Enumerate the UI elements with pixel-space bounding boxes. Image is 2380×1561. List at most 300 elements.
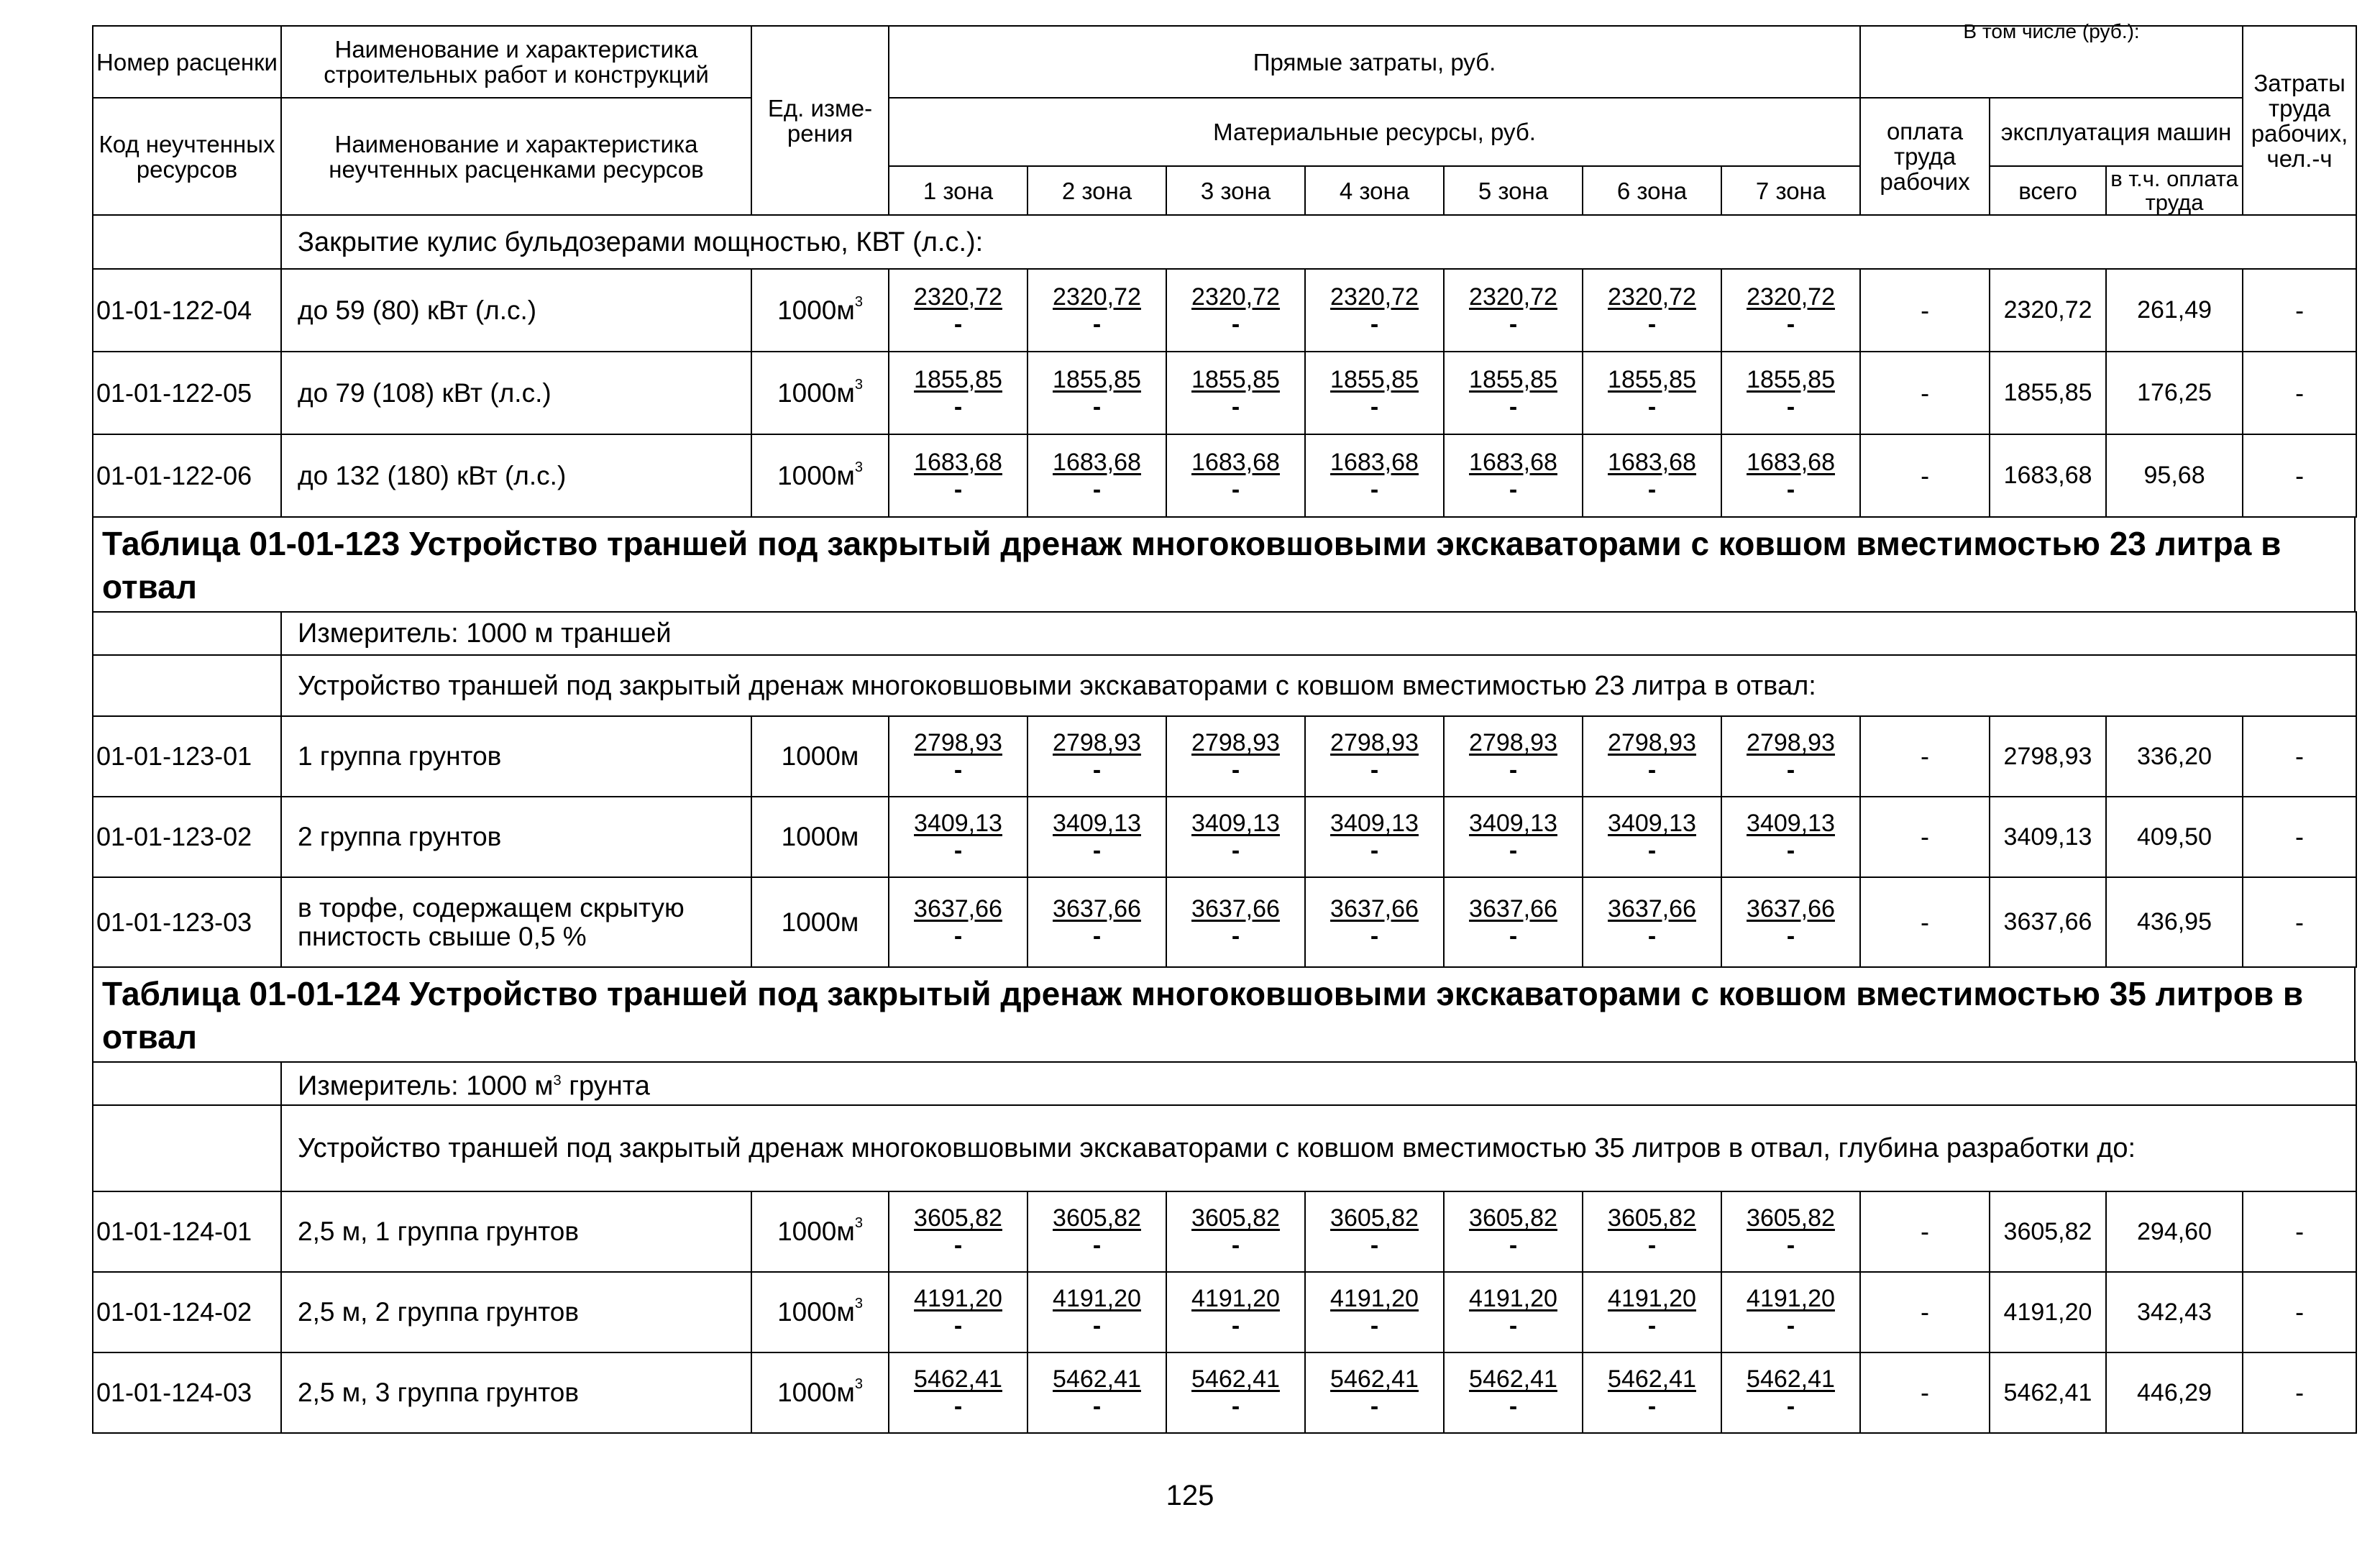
unit-sup: 3 [854,1215,863,1231]
table-124 [92,1061,2357,1434]
zone-value: 5462,41 [1747,1365,1835,1393]
zone-value: 1855,85 [1469,365,1557,393]
zone-value: 5462,41 [1608,1365,1696,1393]
zone-dash: - [1092,1312,1102,1340]
zone-2-cost [1027,1352,1166,1433]
zone-3-cost [1166,1272,1305,1352]
zone-2-cost [1027,877,1166,967]
machines-labor: 261,49 [2106,269,2243,352]
unit-text: 1000м [777,295,855,325]
zone-7-cost [1721,352,1860,434]
unit [751,1272,889,1352]
zone-5-cost [1444,352,1583,434]
zone-value: 3409,13 [1747,810,1835,837]
zone-5-cost [1444,1191,1583,1272]
machines-total: 3409,13 [1990,797,2106,877]
zone-dash: - [953,1232,963,1259]
header-machines-total: всего [1990,166,2106,215]
zone-value: 3409,13 [1191,810,1280,837]
zone-value: 3637,66 [1191,894,1280,923]
zone-7-cost [1721,269,1860,352]
zone-1-cost [889,716,1027,797]
zone-dash: - [1231,837,1240,864]
zone-dash: - [1370,475,1379,503]
zone-value: 2320,72 [1608,283,1696,311]
zone-dash: - [1370,310,1379,338]
table-row [93,434,2356,517]
zone-dash: - [1786,1232,1795,1259]
zone-dash: - [1370,756,1379,784]
unit [751,1352,889,1433]
table-row [93,1352,2356,1433]
zone-dash: - [1786,1393,1795,1420]
zone-2-cost [1027,434,1166,517]
zone-dash: - [1509,393,1518,421]
zone-dash: - [1509,756,1518,784]
zone-dash: - [1231,756,1240,784]
zone-dash: - [1509,922,1518,950]
table-row [93,352,2356,434]
block2-rows [93,716,2356,967]
zone-value: 2798,93 [1053,729,1141,756]
labor-cost: - [2243,877,2356,967]
zone-dash: - [1786,922,1795,950]
machines-labor: 342,43 [2106,1272,2243,1352]
zone-6-cost [1583,1191,1721,1272]
unit-sup: 3 [854,293,863,310]
section-spacer [93,1105,281,1191]
machines-total: 1683,68 [1990,434,2106,517]
zone-value: 4191,20 [1608,1285,1696,1312]
unit-text: 1000м [781,822,859,851]
machines-labor: 95,68 [2106,434,2243,517]
header-machines: эксплуатация машин [1990,98,2243,166]
zone-dash: - [1647,1393,1657,1420]
zone-dash: - [1647,1312,1657,1340]
table-row [93,797,2356,877]
zone-dash: - [953,475,963,503]
zone-dash: - [953,756,963,784]
zone-2-cost [1027,797,1166,877]
machines-total: 4191,20 [1990,1272,2106,1352]
labor-pay: - [1860,1352,1990,1433]
unit [751,877,889,967]
zone-value: 1683,68 [1747,448,1835,476]
zone-value: 5462,41 [1053,1365,1141,1393]
zone-dash: - [1786,475,1795,503]
zone-value: 3409,13 [1608,810,1696,837]
labor-pay: - [1860,1191,1990,1272]
zone-4-cost [1305,434,1444,517]
zone-dash: - [953,837,963,864]
unit [751,797,889,877]
zone-1-cost [889,877,1027,967]
section-heading: Устройство траншей под закрытый дренаж многоковшовыми экскаваторами с ковшом вместимостью 35 литров в отвал, глубина разработки до: [281,1105,2356,1191]
zone-value: 1683,68 [1469,448,1557,476]
zone-3-cost [1166,1352,1305,1433]
zone-value: 1855,85 [1330,365,1419,393]
zone-1-cost [889,1272,1027,1352]
header-direct-costs: Прямые затраты, руб. [889,26,1860,98]
zone-6-cost [1583,1272,1721,1352]
rate-code: 01-01-123-02 [93,797,281,877]
zone-4-cost [1305,716,1444,797]
zone-dash: - [1231,310,1240,338]
zone-dash: - [1647,393,1657,421]
labor-pay: - [1860,352,1990,434]
zone-value: 1855,85 [1608,365,1696,393]
machines-total: 1855,85 [1990,352,2106,434]
zone-dash: - [1647,922,1657,950]
zone-value: 3409,13 [914,810,1002,837]
header-zone-4: 4 зона [1305,166,1444,215]
zone-value: 4191,20 [914,1285,1002,1312]
zone-value: 1855,85 [1747,365,1835,393]
zone-7-cost [1721,1191,1860,1272]
zone-3-cost [1166,434,1305,517]
header-including: В том числе (руб.): [1860,26,2243,98]
labor-pay: - [1860,797,1990,877]
labor-cost: - [2243,716,2356,797]
unit-sup: 3 [854,459,863,475]
zone-dash: - [1092,1393,1102,1420]
unit [751,1191,889,1272]
zone-value: 3637,66 [914,894,1002,923]
labor-pay: - [1860,877,1990,967]
header-material-resources: Материальные ресурсы, руб. [889,98,1860,166]
zone-value: 3605,82 [1469,1204,1557,1232]
zone-2-cost [1027,269,1166,352]
zone-value: 3605,82 [1191,1204,1280,1232]
zone-4-cost [1305,1272,1444,1352]
work-name: 2,5 м, 1 группа грунтов [281,1191,751,1272]
zone-value: 2320,72 [1469,283,1557,311]
zone-5-cost [1444,716,1583,797]
measure-label [281,1062,2356,1105]
machines-total: 3637,66 [1990,877,2106,967]
unit-text: 1000м [781,907,859,937]
zone-dash: - [1092,922,1102,950]
unit [751,269,889,352]
zone-7-cost [1721,1272,1860,1352]
table-row [93,1191,2356,1272]
zone-dash: - [1509,475,1518,503]
zone-dash: - [1231,393,1240,421]
zone-2-cost [1027,1191,1166,1272]
zone-value: 5462,41 [1330,1365,1419,1393]
zone-value: 2798,93 [1747,729,1835,756]
zone-value: 2320,72 [1053,283,1141,311]
zone-1-cost [889,1191,1027,1272]
zone-value: 3637,66 [1608,894,1696,923]
zone-6-cost [1583,716,1721,797]
measure-spacer [93,1062,281,1105]
machines-labor: 336,20 [2106,716,2243,797]
zone-5-cost [1444,797,1583,877]
zone-value: 1855,85 [914,365,1002,393]
zone-value: 2798,93 [1608,729,1696,756]
machines-total: 2320,72 [1990,269,2106,352]
zone-7-cost [1721,716,1860,797]
measure-text: Измеритель: 1000 м [298,1071,554,1102]
zone-dash: - [1370,837,1379,864]
zone-4-cost [1305,797,1444,877]
machines-labor: 294,60 [2106,1191,2243,1272]
header-labor-cost: Затраты труда рабочих, чел.-ч [2243,26,2356,215]
zone-value: 3605,82 [1330,1204,1419,1232]
zone-2-cost [1027,716,1166,797]
zone-dash: - [1231,1312,1240,1340]
work-name: до 79 (108) кВт (л.с.) [281,352,751,434]
header-labor-pay: оплата труда рабочих [1860,98,1990,215]
zone-1-cost [889,1352,1027,1433]
unit-sup: 3 [854,1376,863,1392]
table-title-123: Таблица 01-01-123 Устройство траншей под закрытый дренаж многоковшовыми экскаваторами с ковшом вместимостью 23 литра в отвал [92,518,2356,611]
labor-cost: - [2243,352,2356,434]
zone-dash: - [1231,1232,1240,1259]
labor-cost: - [2243,269,2356,352]
zone-dash: - [953,393,963,421]
zone-value: 3637,66 [1053,894,1141,923]
zone-value: 2320,72 [1330,283,1419,311]
zone-5-cost [1444,877,1583,967]
labor-cost: - [2243,797,2356,877]
measure-tail: грунта [561,1071,650,1102]
zone-value: 2798,93 [1191,729,1280,756]
zone-dash: - [953,310,963,338]
zone-dash: - [1370,1312,1379,1340]
zone-7-cost [1721,434,1860,517]
zone-dash: - [1092,837,1102,864]
zone-3-cost [1166,797,1305,877]
zone-1-cost [889,434,1027,517]
zone-dash: - [1370,1393,1379,1420]
zone-dash: - [1231,1393,1240,1420]
zone-7-cost [1721,877,1860,967]
zone-dash: - [1509,1312,1518,1340]
zone-value: 3605,82 [1747,1204,1835,1232]
price-table-document [92,20,2356,1434]
zone-dash: - [1509,837,1518,864]
header-zone-7: 7 зона [1721,166,1860,215]
header-zone-1: 1 зона [889,166,1027,215]
header-zone-3: 3 зона [1166,166,1305,215]
zone-2-cost [1027,1272,1166,1352]
labor-cost: - [2243,1191,2356,1272]
measure-sup: 3 [553,1073,562,1089]
zone-value: 3637,66 [1330,894,1419,923]
unit-text: 1000м [777,1217,855,1246]
zone-value: 4191,20 [1469,1285,1557,1312]
zone-value: 1683,68 [914,448,1002,476]
work-name: до 59 (80) кВт (л.с.) [281,269,751,352]
zone-value: 4191,20 [1191,1285,1280,1312]
machines-total: 3605,82 [1990,1191,2106,1272]
header-resource-code: Код неучтенных ресурсов [93,98,281,215]
zone-dash: - [953,1312,963,1340]
zone-dash: - [1647,310,1657,338]
zone-5-cost [1444,269,1583,352]
zone-4-cost [1305,1191,1444,1272]
header-zone-5: 5 зона [1444,166,1583,215]
section-spacer [93,655,281,716]
zone-6-cost [1583,797,1721,877]
zone-dash: - [1509,1232,1518,1259]
zone-dash: - [1092,475,1102,503]
zone-3-cost [1166,1191,1305,1272]
unit [751,434,889,517]
zone-value: 3637,66 [1747,894,1835,923]
rate-code: 01-01-122-04 [93,269,281,352]
zone-dash: - [1231,475,1240,503]
zone-value: 4191,20 [1053,1285,1141,1312]
zone-value: 5462,41 [914,1365,1002,1393]
block3-rows [93,1191,2356,1433]
section-heading: Устройство траншей под закрытый дренаж многоковшовыми экскаваторами с ковшом вместимостью 23 литра в отвал: [281,655,2356,716]
section-heading: Закрытие кулис бульдозерами мощностью, КВТ (л.с.): [281,215,2356,269]
zone-value: 2320,72 [1191,283,1280,311]
zone-dash: - [1647,756,1657,784]
unit-text: 1000м [777,460,855,490]
rate-code: 01-01-123-01 [93,716,281,797]
table-123 [92,611,2357,968]
zone-value: 5462,41 [1191,1365,1280,1393]
zone-value: 2798,93 [1330,729,1419,756]
rate-code: 01-01-124-01 [93,1191,281,1272]
table-row [93,269,2356,352]
zone-6-cost [1583,269,1721,352]
machines-total: 2798,93 [1990,716,2106,797]
unit-text: 1000м [777,1378,855,1407]
zone-dash: - [1786,393,1795,421]
zone-value: 3605,82 [1053,1204,1141,1232]
machines-labor: 409,50 [2106,797,2243,877]
zone-dash: - [1092,756,1102,784]
zone-value: 2320,72 [1747,283,1835,311]
work-name: 2 группа грунтов [281,797,751,877]
zone-5-cost [1444,1352,1583,1433]
unit-text: 1000м [781,741,859,771]
zone-dash: - [1647,1232,1657,1259]
zone-value: 4191,20 [1330,1285,1419,1312]
table-row [93,877,2356,967]
zone-value: 3605,82 [914,1204,1002,1232]
page-number: 125 [1166,1480,1214,1511]
zone-6-cost [1583,352,1721,434]
header-number: Номер расценки [93,26,281,98]
machines-labor: 436,95 [2106,877,2243,967]
labor-cost: - [2243,1272,2356,1352]
unit-text: 1000м [777,377,855,408]
zone-dash: - [1092,310,1102,338]
zone-value: 1855,85 [1053,365,1141,393]
zone-value: 2798,93 [914,729,1002,756]
zone-5-cost [1444,434,1583,517]
zone-value: 1683,68 [1608,448,1696,476]
zone-4-cost [1305,877,1444,967]
zone-dash: - [1786,756,1795,784]
header-unit: Ед. изме-рения [751,26,889,215]
zone-5-cost [1444,1272,1583,1352]
zone-1-cost [889,797,1027,877]
zone-value: 3409,13 [1053,810,1141,837]
work-name: 2,5 м, 2 группа грунтов [281,1272,751,1352]
work-name: до 132 (180) кВт (л.с.) [281,434,751,517]
zone-value: 2320,72 [914,283,1002,311]
zone-dash: - [1092,1232,1102,1259]
zone-dash: - [1509,1393,1518,1420]
rate-code: 01-01-122-06 [93,434,281,517]
zone-6-cost [1583,1352,1721,1433]
work-name: 2,5 м, 3 группа грунтов [281,1352,751,1433]
machines-total: 5462,41 [1990,1352,2106,1433]
labor-pay: - [1860,1272,1990,1352]
zone-dash: - [1647,475,1657,503]
zone-6-cost [1583,877,1721,967]
block1-rows [93,269,2356,517]
zone-dash: - [1092,393,1102,421]
table-row [93,1272,2356,1352]
machines-labor: 446,29 [2106,1352,2243,1433]
rate-code: 01-01-124-02 [93,1272,281,1352]
zone-value: 1683,68 [1330,448,1419,476]
measure-spacer [93,612,281,655]
unit [751,716,889,797]
header-zone-2: 2 зона [1027,166,1166,215]
zone-1-cost [889,352,1027,434]
work-name: 1 группа грунтов [281,716,751,797]
zone-dash: - [953,922,963,950]
zone-4-cost [1305,269,1444,352]
zone-dash: - [1786,310,1795,338]
zone-dash: - [1370,922,1379,950]
zone-dash: - [1370,393,1379,421]
unit [751,352,889,434]
zone-dash: - [953,1393,963,1420]
rate-code: 01-01-122-05 [93,352,281,434]
unit-sup: 3 [854,1296,863,1311]
zone-value: 5462,41 [1469,1365,1557,1393]
header-machines-labor: в т.ч. оплата труда [2106,166,2243,215]
header-resource-name: Наименование и характеристика неучтенных расценками ресурсов [281,98,751,215]
zone-2-cost [1027,352,1166,434]
zone-dash: - [1231,922,1240,950]
zone-value: 3637,66 [1469,894,1557,923]
labor-pay: - [1860,269,1990,352]
zone-7-cost [1721,1352,1860,1433]
zone-4-cost [1305,1352,1444,1433]
header-name: Наименование и характеристика строительных работ и конструкций [281,26,751,98]
labor-cost: - [2243,1352,2356,1433]
labor-pay: - [1860,434,1990,517]
zone-dash: - [1786,837,1795,864]
labor-cost: - [2243,434,2356,517]
zone-1-cost [889,269,1027,352]
zone-value: 3605,82 [1608,1204,1696,1232]
rate-code: 01-01-124-03 [93,1352,281,1433]
zone-3-cost [1166,877,1305,967]
work-name: в торфе, содержащем скрытую пнистость свыше 0,5 % [281,877,751,967]
zone-value: 1683,68 [1053,448,1141,476]
rate-code: 01-01-123-03 [93,877,281,967]
zone-dash: - [1370,1232,1379,1259]
header-and-block1-table [92,20,2357,518]
table-title-124: Таблица 01-01-124 Устройство траншей под закрытый дренаж многоковшовыми экскаваторами с ковшом вместимостью 35 литров в отвал [92,968,2356,1061]
section-spacer [93,215,281,269]
zone-3-cost [1166,269,1305,352]
zone-6-cost [1583,434,1721,517]
measure-label: Измеритель: 1000 м траншей [281,612,2356,655]
